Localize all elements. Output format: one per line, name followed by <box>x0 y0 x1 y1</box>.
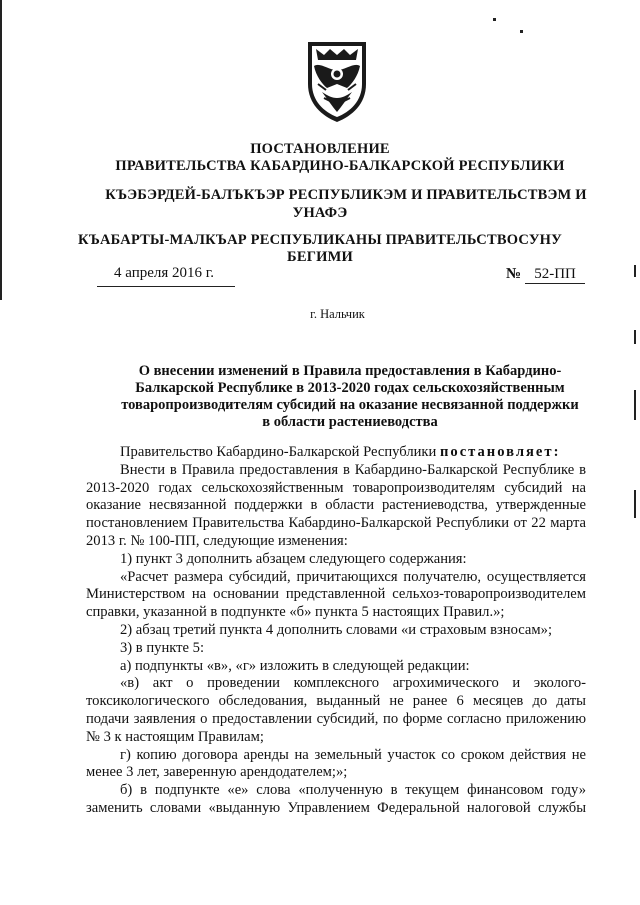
scan-edge-mark <box>634 330 636 344</box>
body-paragraph: а) подпункты «в», «г» изложить в следующей редакции: <box>120 657 470 674</box>
scan-edge-mark <box>0 0 2 300</box>
body-paragraph: «Расчет размера субсидий, причитающихся получателю, осуществляется Министерством на основании представленной сельхоз-товаропроизводителем справки, указанной в подпункте «б» пункта 5 настоящих Правил.»; <box>86 568 586 621</box>
intro-text: Правительство Кабардино-Балкарской Республики <box>120 444 440 460</box>
heading-kabardian-line1: КЪЭБЭРДЕЙ-БАЛЪКЪЭР РЕСПУБЛИКЭМ И ПРАВИТЕЛЬСТВЭМ И <box>105 187 587 203</box>
heading-postanovlenie: ПОСТАНОВЛЕНИЕ <box>250 141 390 157</box>
document-body <box>86 444 586 818</box>
body-paragraph: Внести в Правила предоставления в Кабардино-Балкарской Республике в 2013-2020 годах сельскохозяйственным товаропроизводителям субсидий на оказание несвязанной поддержки в области растениеводства, утвержденные постановлением Правительства Кабардино-Балкарской Республики от 22 марта 2013 г. № 100-ПП, следующие изменения: <box>86 461 586 549</box>
scan-edge-mark <box>634 265 636 277</box>
resolves-word: постановляет: <box>439 444 561 460</box>
body-paragraph: б) в подпункте «е» слова «полученную в текущем финансовом году» заменить словами «выданную Управлением Федеральной налоговой службы <box>86 782 586 816</box>
body-paragraph: 2) абзац третий пункта 4 дополнить словами «и страховым взносам»; <box>120 621 552 638</box>
scan-dot <box>493 18 496 21</box>
city-label: г. Нальчик <box>310 307 365 321</box>
scan-edge-mark <box>634 390 636 420</box>
body-paragraph: «в) акт о проведении комплексного агрохимического и эколого-токсикологического обследования, выданный не ранее 6 месяцев до даты подачи заявления о предоставлении субсидий, по форме согласно приложению № 3 к настоящим Правилам; <box>86 675 586 745</box>
heading-balkarian-line1: КЪАБАРТЫ-МАЛКЪАР РЕСПУБЛИКАНЫ ПРАВИТЕЛЬСТВОСУНУ <box>78 232 562 248</box>
resolution-title <box>110 363 590 431</box>
scan-edge-mark <box>634 490 636 518</box>
document-number <box>506 266 585 284</box>
title-line: О внесении изменений в Правила предоставления в Кабардино- <box>138 363 562 379</box>
body-paragraph: г) копию договора аренды на земельный участок со сроком действия не менее 3 лет, заверенную арендодателем;»; <box>86 746 586 781</box>
title-line: Балкарской Республике в 2013-2020 годах сельскохозяйственным <box>135 380 565 396</box>
body-paragraph <box>86 444 586 462</box>
body-paragraph: 1) пункт 3 дополнить абзацем следующего содержания: <box>120 550 467 567</box>
body-paragraph: 3) в пункте 5: <box>120 639 205 656</box>
coat-of-arms-emblem <box>302 40 372 124</box>
number-value: 52-ПП <box>525 266 585 284</box>
number-label: № <box>506 266 522 282</box>
heading-kabardian-line2: УНАФЭ <box>292 205 348 221</box>
heading-government: ПРАВИТЕЛЬСТВА КАБАРДИНО-БАЛКАРСКОЙ РЕСПУБЛИКИ <box>115 158 565 174</box>
date-underline <box>97 286 235 287</box>
title-line: в области растениеводства <box>262 414 438 430</box>
title-line: товаропроизводителям субсидий на оказание несвязанной поддержки <box>121 397 579 413</box>
document-date: 4 апреля 2016 г. <box>114 265 214 281</box>
scan-dot <box>520 30 523 33</box>
heading-balkarian-line2: БЕГИМИ <box>287 249 353 265</box>
